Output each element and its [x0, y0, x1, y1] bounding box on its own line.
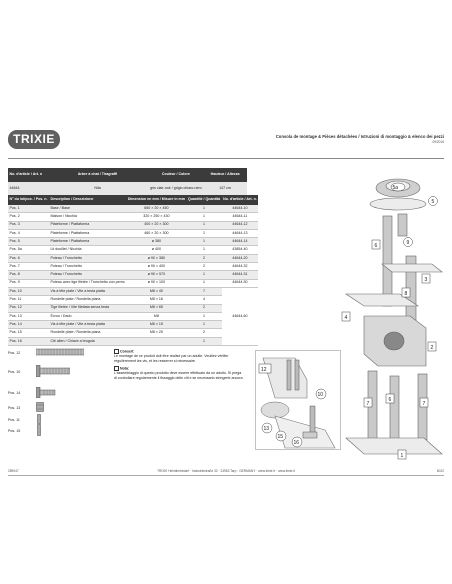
nut-drawing — [36, 402, 44, 412]
part-dimension: ø 90 × 380 — [126, 254, 186, 262]
washer-small-drawing — [36, 414, 42, 424]
part-description: Plateforme / Piattaforma — [49, 229, 126, 237]
part-pos: Pos. 16 — [8, 337, 49, 345]
col-quantity: Quantité / Quantità — [186, 195, 221, 205]
col-product: Arbre à chat / Tiragraffi — [46, 168, 148, 182]
part-dimension: 400 × 20 × 300 — [126, 221, 186, 229]
col-dimension: Dimension en mm / Misure in mm — [126, 195, 186, 205]
table-row — [8, 271, 258, 279]
hardware-label: Pos. 10 — [8, 370, 21, 374]
table-row — [8, 329, 258, 337]
part-pos: Pos. 11 — [8, 296, 49, 304]
part-pos: Pos. 8 — [8, 271, 49, 279]
part-article: 44644-11 — [222, 213, 259, 221]
part-quantity: 1 — [186, 321, 221, 329]
part-dimension: M8 — [126, 312, 186, 320]
note-checkbox-icon — [114, 366, 119, 371]
callout: 9 — [406, 240, 410, 246]
main-assembly-drawing — [338, 166, 444, 466]
detail-callout: 13 — [263, 426, 270, 432]
part-quantity: 1 — [186, 271, 221, 279]
footer-rule — [8, 475, 444, 476]
article-table — [8, 168, 247, 196]
part-description: Poteau / Tronchetto — [49, 271, 126, 279]
part-quantity: 2 — [186, 304, 221, 312]
detail-callout: 16 — [293, 440, 300, 446]
callout: 6 — [388, 397, 392, 403]
part-dimension: ø 90 × 400 — [126, 263, 186, 271]
table-row — [8, 296, 258, 304]
part-pos: Pos. 6 — [8, 254, 49, 262]
note-text: L'assemblaggio di questo prodotto deve essere effettuato da un adulto. Si prega di controllare regolarmente il fissaggio delle viti e se necessario stringerle ancora. — [114, 371, 244, 381]
detail-callout: 12 — [261, 367, 267, 373]
part-dimension: 650 × 20 × 450 — [126, 205, 186, 213]
table-row — [8, 304, 258, 312]
callout: 2 — [430, 345, 434, 351]
part-quantity: 1 — [186, 205, 221, 213]
callout: 4 — [344, 315, 348, 321]
part-article: 44644-20 — [222, 254, 259, 262]
document-title: Consola de montage & Pièces détachées / Istruzioni di montaggio & elenco dei pezzi — [275, 134, 444, 139]
part-pos: Pos. 3 — [8, 221, 49, 229]
part-quantity: 1 — [186, 312, 221, 320]
part-description: Poteau / Tronchetto — [49, 263, 126, 271]
col-colour: Couleur / Colore — [149, 168, 204, 182]
part-pos: Pos. 2 — [8, 213, 49, 221]
document-date: 09/2016 — [432, 140, 444, 144]
hardware-label: Pos. 13 — [8, 406, 21, 410]
table-row — [8, 229, 258, 237]
part-article: 44644-31 — [222, 271, 259, 279]
part-description: Lit douillet / Nicchia — [49, 246, 126, 254]
table-row — [8, 238, 258, 246]
col-part-article: No. d'article / Art. n. — [222, 195, 259, 205]
part-pos: Pos. 15 — [8, 329, 49, 337]
part-dimension: M8 × 25 — [126, 329, 186, 337]
part-pos: Pos. 9 — [8, 279, 49, 287]
table-row — [8, 337, 258, 345]
part-description: Tige filetée / Vite filettata senza testa — [49, 304, 126, 312]
bolt-m6x15-drawing — [36, 387, 56, 398]
table-row — [8, 221, 258, 229]
hardware-label: Pos. 14 — [8, 391, 21, 395]
detail-assembly-drawing — [255, 350, 341, 450]
part-pos: Pos. 10 — [8, 287, 49, 295]
product-colour: gris clair-noir / grigio chiaro-nero — [149, 182, 204, 196]
header-rule — [8, 158, 444, 159]
advice-text: Le montage de ce produit doit être réalisé par un adulte. Veuillez vérifier régulièrement les vis, et les resserrer si nécessaire. — [114, 354, 229, 364]
part-article: 44644-14 — [222, 238, 259, 246]
part-pos: Pos. 13 — [8, 312, 49, 320]
detail-callout: 15 — [277, 434, 284, 440]
part-pos: Pos. 1 — [8, 205, 49, 213]
part-pos: Pos. 4 — [8, 229, 49, 237]
assembly-notes — [114, 349, 244, 381]
advice-title: Conseil: — [120, 349, 135, 354]
table-row — [8, 263, 258, 271]
part-quantity: 1 — [186, 246, 221, 254]
part-quantity: 2 — [186, 329, 221, 337]
part-pos: Pos. 5a — [8, 246, 49, 254]
part-description: Plateforme / Piattaforma — [49, 238, 126, 246]
part-description: Vis à tête plate / Vite a testa piatta — [49, 287, 126, 295]
trixie-logo: TRIXIE — [8, 130, 60, 149]
part-article: 43854-40 — [222, 246, 259, 254]
part-description: Plateforme / Piattaforma — [49, 221, 126, 229]
detail-callout: 10 — [317, 392, 324, 398]
table-row — [8, 321, 258, 329]
part-dimension — [126, 337, 186, 345]
part-description: Poteau / Tronchetto — [49, 254, 126, 262]
part-quantity: 1 — [186, 279, 221, 287]
part-article: 44644-13 — [222, 229, 259, 237]
bolt-m8x40-drawing — [36, 365, 70, 377]
part-description: Écrou / Dado — [49, 312, 126, 320]
part-article: 44644-10 — [222, 205, 259, 213]
part-description: Poteau avec tige filetée / Tronchetto con perno — [49, 279, 126, 287]
part-quantity: 1 — [186, 238, 221, 246]
part-pos: Pos. 14 — [8, 321, 49, 329]
callout: 5 — [431, 199, 435, 205]
part-pos: Pos. 12 — [8, 304, 49, 312]
parts-table — [8, 195, 258, 346]
washer-large-drawing — [36, 424, 42, 436]
callout: 7 — [366, 401, 370, 407]
part-article: 44644-12 — [222, 221, 259, 229]
part-quantity: 7 — [186, 287, 221, 295]
callout: 5a — [392, 185, 399, 191]
footer-right: 6022 — [436, 469, 444, 473]
part-description: Rondelle plate / Rondella piana — [49, 329, 126, 337]
threaded-rod-drawing — [36, 347, 84, 357]
hardware-label: Pos. 11 — [8, 418, 20, 422]
part-quantity: 4 — [186, 296, 221, 304]
part-quantity: 1 — [186, 221, 221, 229]
advice-checkbox-icon — [114, 349, 119, 354]
table-row — [8, 213, 258, 221]
part-dimension: ø 90 × 570 — [126, 271, 186, 279]
table-row — [8, 246, 258, 254]
part-pos: Pos. 5 — [8, 238, 49, 246]
table-row — [8, 254, 258, 262]
part-quantity: 1 — [186, 337, 221, 345]
table-row — [8, 279, 258, 287]
part-dimension: 460 × 20 × 300 — [126, 229, 186, 237]
part-description: Maison / Nicchia — [49, 213, 126, 221]
part-quantity: 1 — [186, 213, 221, 221]
callout: 1 — [400, 453, 404, 459]
product-name: Nita — [46, 182, 148, 196]
part-description: Base / Base — [49, 205, 126, 213]
callout: 3 — [424, 277, 428, 283]
part-quantity: 2 — [186, 263, 221, 271]
note-title: Nota: — [120, 366, 130, 371]
part-description: Vis à tête plate / Vite a testa piatta — [49, 321, 126, 329]
part-dimension: M8 × 40 — [126, 287, 186, 295]
article-no: 44644 — [8, 182, 46, 196]
part-dimension: M6 × 15 — [126, 321, 186, 329]
table-row — [8, 205, 258, 213]
table-row — [8, 287, 258, 295]
part-pos: Pos. 7 — [8, 263, 49, 271]
footer-center: TRIXIE Heimtierbedarf · Industriestraße 32 · 24963 Tarp · GERMANY · www.trixie.fr · www.trixie.it — [157, 469, 295, 473]
part-description: Rondelle plate / Rondella piana — [49, 296, 126, 304]
callout: 7 — [422, 401, 426, 407]
col-description: Description / Descrizione — [49, 195, 126, 205]
part-description: Clé allen / Chiave a brugola — [49, 337, 126, 345]
col-height: Hauteur / Altezza — [203, 168, 247, 182]
hardware-label: Pos. 12 — [8, 351, 21, 355]
part-quantity: 2 — [186, 254, 221, 262]
part-dimension: M8 × 16 — [126, 296, 186, 304]
part-dimension: ø 380 — [126, 238, 186, 246]
col-article-no: No. d'article / Art. n — [8, 168, 46, 182]
hardware-article-no: 44644-60 — [222, 287, 259, 345]
col-pos: N° du lot/pos. / Pos. n. — [8, 195, 49, 205]
footer-left: 289047 — [8, 469, 19, 473]
part-dimension: M8 × 65 — [126, 304, 186, 312]
callout: 6 — [374, 243, 378, 249]
callout: 8 — [404, 291, 408, 297]
part-dimension: ø 90 × 100 — [126, 279, 186, 287]
part-dimension: 320 × 250 × 430 — [126, 213, 186, 221]
part-quantity: 1 — [186, 229, 221, 237]
hardware-label: Pos. 15 — [8, 429, 21, 433]
table-row — [8, 312, 258, 320]
product-height: 147 cm — [203, 182, 247, 196]
part-dimension: ø 400 — [126, 246, 186, 254]
part-article: 44644-32 — [222, 263, 259, 271]
part-article: 44644-30 — [222, 279, 259, 287]
